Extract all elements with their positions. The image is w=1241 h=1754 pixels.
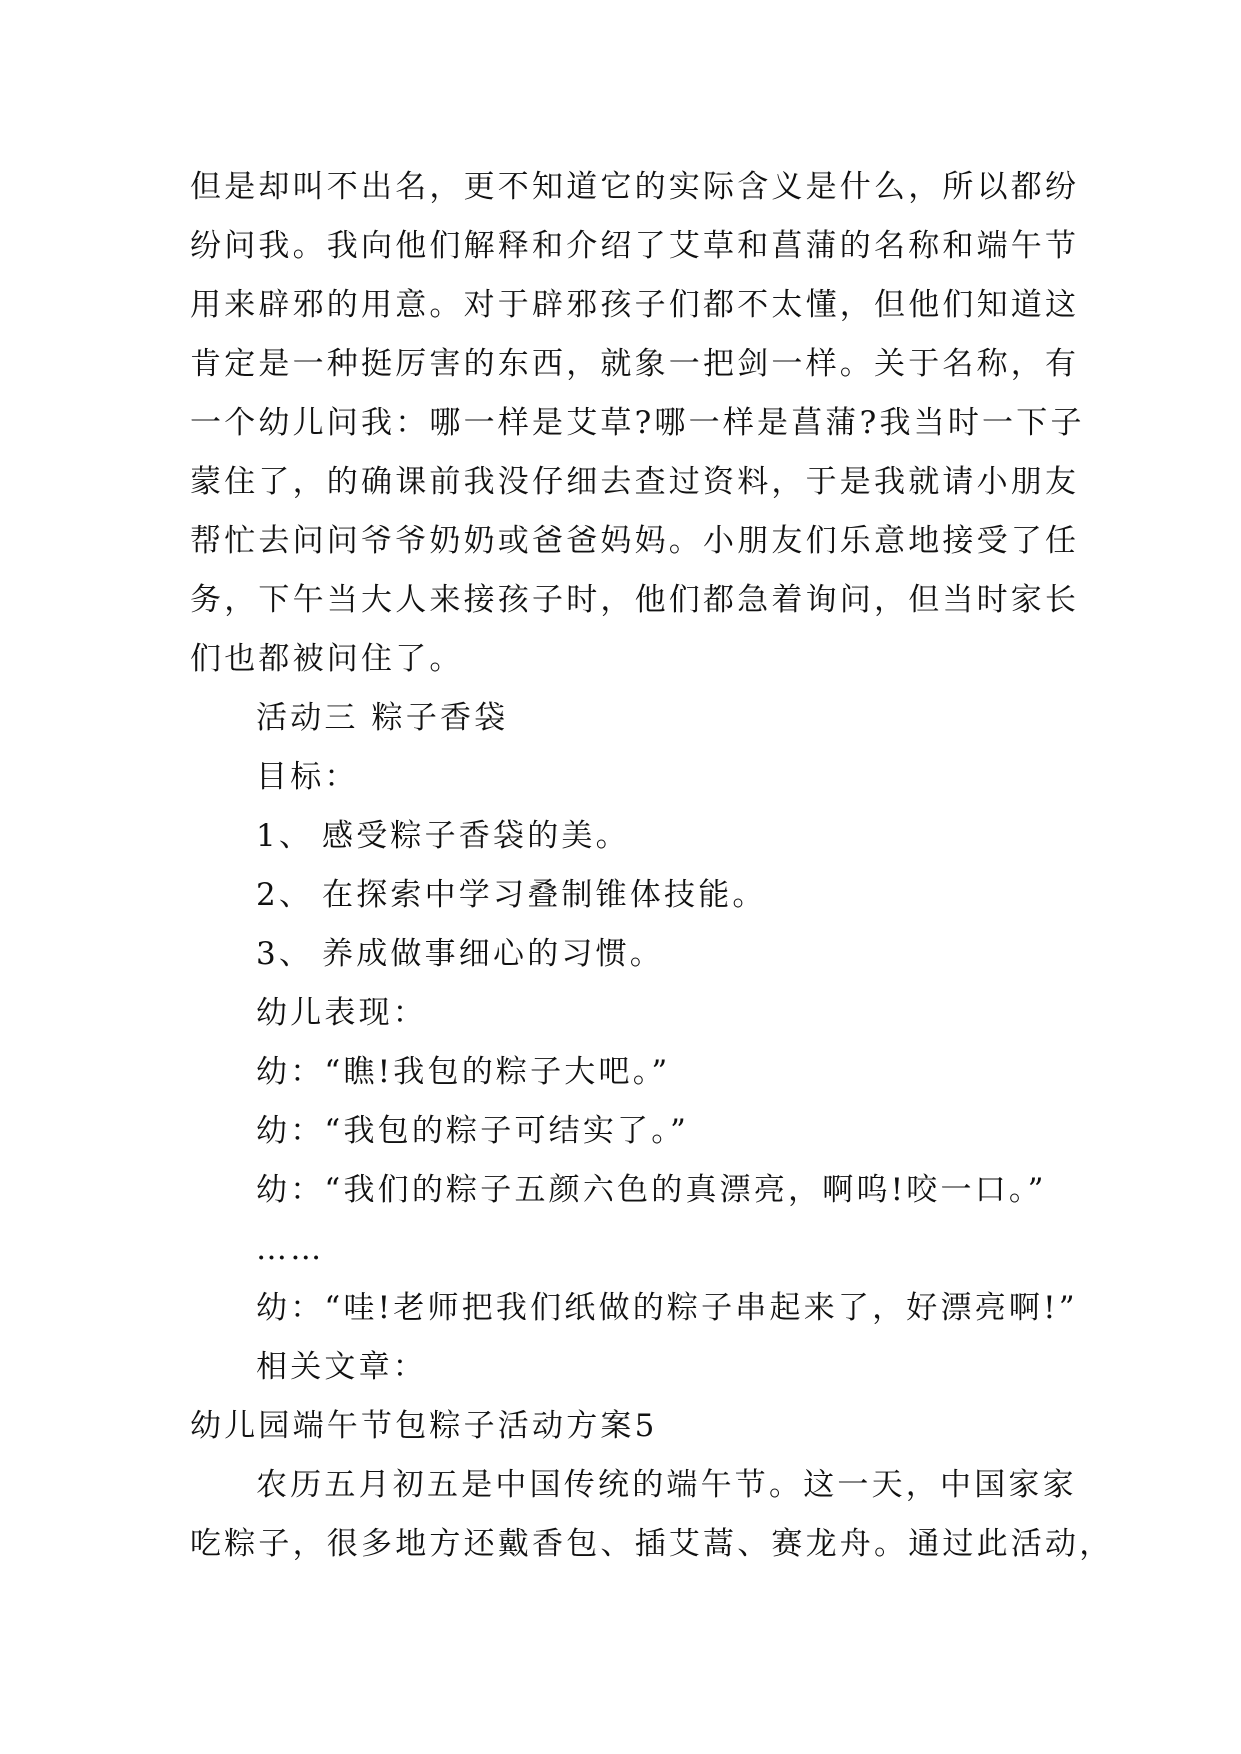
goal-item	[190, 866, 1060, 925]
goal-item	[190, 925, 1060, 984]
goal-text: 养成做事细心的习惯。	[322, 936, 664, 972]
paragraph-line: 务，下午当大人来接孩子时，他们都急着询问，但当时家长	[190, 582, 1080, 618]
child-quote: 幼：“我们的粽子五颜六色的真漂亮，啊呜!咬一口。”	[256, 1172, 1047, 1208]
goal-item	[190, 807, 1060, 866]
paragraph-line: 蒙住了，的确课前我没仔细去查过资料，于是我就请小朋友	[190, 464, 1080, 500]
goal-number: 1、	[256, 818, 314, 854]
goal-text: 在探索中学习叠制锥体技能。	[322, 877, 767, 913]
paragraph-line: 肯定是一种挺厉害的东西，就象一把剑一样。关于名称，有	[190, 346, 1080, 382]
related-articles-label: 相关文章：	[256, 1349, 427, 1385]
child-quote: 幼：“哇!老师把我们纸做的粽子串起来了，好漂亮啊!”	[256, 1290, 1078, 1326]
paragraph-line: 用来辟邪的用意。对于辟邪孩子们都不太懂，但他们知道这	[190, 287, 1080, 323]
related-article-title: 幼儿园端午节包粽子活动方案5	[190, 1408, 658, 1444]
paragraph-line: 但是却叫不出名，更不知道它的实际含义是什么，所以都纷	[190, 169, 1080, 205]
paragraph-line: 们也都被问住了。	[190, 641, 464, 677]
performance-label: 幼儿表现：	[256, 995, 427, 1031]
paragraph-line: 一个幼儿问我：哪一样是艾草?哪一样是菖蒲?我当时一下子	[190, 405, 1085, 441]
ellipsis-line: ……	[256, 1231, 325, 1267]
document-body	[190, 158, 1114, 1574]
child-quote: 幼：“瞧!我包的粽子大吧。”	[256, 1054, 671, 1090]
paragraph-line: 纷问我。我向他们解释和介绍了艾草和菖蒲的名称和端午节	[190, 228, 1080, 264]
paragraph-line: 帮忙去问问爷爷奶奶或爸爸妈妈。小朋友们乐意地接受了任	[190, 523, 1080, 559]
intro-line: 吃粽子，很多地方还戴香包、插艾蒿、赛龙舟。通过此活动，	[190, 1526, 1114, 1562]
goals-label: 目标：	[256, 759, 359, 795]
goal-text: 感受粽子香袋的美。	[322, 818, 630, 854]
child-quote: 幼：“我包的粽子可结实了。”	[256, 1113, 689, 1149]
goal-number: 2、	[256, 877, 314, 913]
goal-number: 3、	[256, 936, 314, 972]
intro-line: 农历五月初五是中国传统的端午节。这一天，中国家家	[256, 1467, 1077, 1503]
activity-heading: 活动三 粽子香袋	[256, 700, 509, 736]
